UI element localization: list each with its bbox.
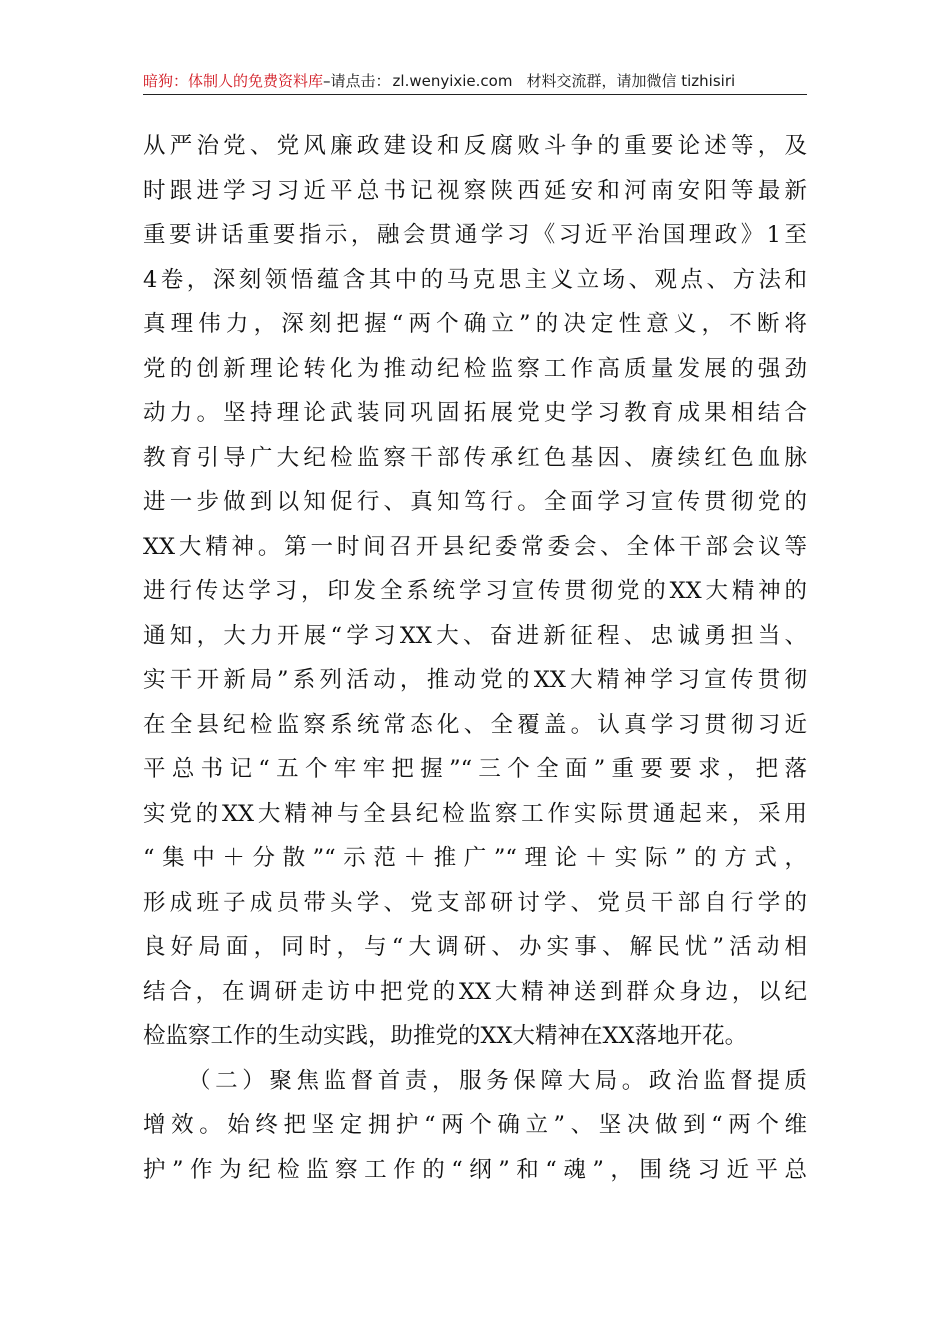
- body-line: 结合，在调研走访中把党的XX大精神送到群众身边，以纪: [143, 978, 807, 1005]
- body-line: 在全县纪检监察系统常态化、全覆盖。认真学习贯彻习近: [143, 711, 807, 738]
- body-line: 真理伟力，深刻把握“两个确立”的决定性意义，不断将: [143, 311, 807, 337]
- body-line: 实党的XX大精神与全县纪检监察工作实际贯通起来，采用: [143, 800, 807, 827]
- header-site-name: 暗狗：体制人的免费资料库: [143, 72, 324, 90]
- body-line: 通知，大力开展“学习XX大、奋进新征程、忠诚勇担当、: [143, 622, 807, 649]
- header-wechat-note: 材料交流群，请加微信 tizhisiri: [526, 72, 736, 90]
- body-line: “集中＋分散”“示范＋推广”“理论＋实际”的方式，: [143, 845, 807, 871]
- header-url-link[interactable]: zl.wenyixie.com: [392, 72, 513, 90]
- body-line: 从严治党、党风廉政建设和反腐败斗争的重要论述等，及: [143, 133, 807, 159]
- body-line: 良好局面，同时，与“大调研、办实事、解民忧”活动相: [143, 934, 807, 960]
- document-body: [143, 124, 807, 1192]
- body-line: 时跟进学习习近平总书记视察陕西延安和河南安阳等最新: [143, 177, 807, 204]
- body-line: 动力。坚持理论武装同巩固拓展党史学习教育成果相结合: [143, 400, 807, 426]
- body-line: 4卷，深刻领悟蕴含其中的马克思主义立场、观点、方法和: [143, 266, 807, 293]
- page-header: [143, 68, 807, 95]
- header-click-prompt: –请点击：: [323, 72, 391, 90]
- section-heading-line: （二）聚焦监督首责，服务保障大局。政治监督提质: [188, 1067, 807, 1094]
- body-line: 实干开新局”系列活动，推动党的XX大精神学习宣传贯彻: [143, 667, 807, 693]
- body-line: 重要讲话重要指示，融会贯通学习《习近平治国理政》1至: [143, 222, 807, 248]
- body-line: 平总书记“五个牢牢把握”“三个全面”重要要求，把落: [143, 756, 807, 782]
- paragraph-end-line: 检监察工作的生动实践，助推党的XX大精神在XX落地开花。: [143, 1023, 748, 1049]
- body-line: 党的创新理论转化为推动纪检监察工作高质量发展的强劲: [143, 355, 807, 382]
- body-line: 教育引导广大纪检监察干部传承红色基因、赓续红色血脉: [143, 444, 807, 471]
- body-line: 进行传达学习，印发全系统学习宣传贯彻党的XX大精神的: [143, 578, 807, 604]
- body-line: 形成班子成员带头学、党支部研讨学、党员干部自行学的: [143, 889, 807, 916]
- body-line: 增效。始终把坚定拥护“两个确立”、坚决做到“两个维: [143, 1112, 807, 1138]
- body-line: 进一步做到以知促行、真知笃行。全面学习宣传贯彻党的: [143, 489, 807, 515]
- body-line: XX大精神。第一时间召开县纪委常委会、全体干部会议等: [143, 533, 807, 560]
- body-line: 护”作为纪检监察工作的“纲”和“魂”，围绕习近平总: [143, 1156, 807, 1183]
